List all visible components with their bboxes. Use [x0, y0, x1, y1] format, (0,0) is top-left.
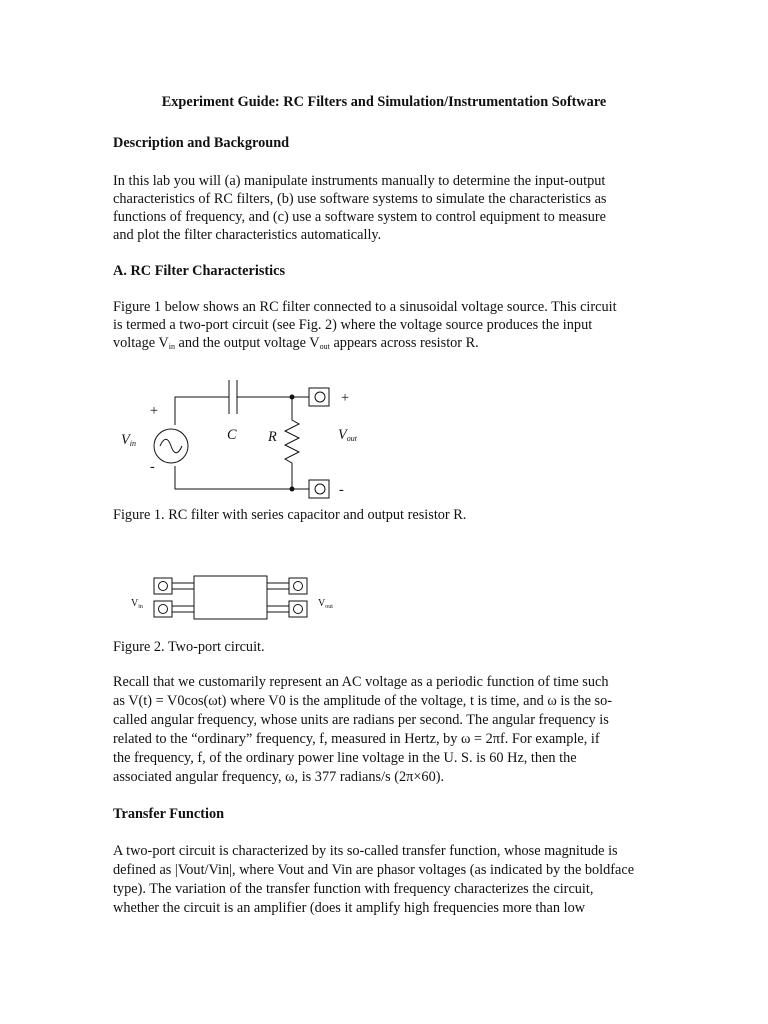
figure-2-caption: Figure 2. Two-port circuit. — [113, 639, 265, 655]
recall-line-3: called angular frequency, whose units are radians per second. The angular frequency is — [113, 712, 609, 728]
para-a-line-1: Figure 1 below shows an RC filter connected to a sinusoidal voltage source. This circuit — [113, 299, 617, 315]
figure-2-two-port — [0, 570, 768, 630]
recall-line-1: Recall that we customarily represent an AC voltage as a periodic function of time such — [113, 674, 609, 690]
heading-a: A. RC Filter Characteristics — [113, 263, 286, 279]
fig1-vin-sub: in — [129, 439, 136, 448]
fig1-c-label: C — [227, 427, 237, 443]
fig1-r-label: R — [268, 429, 277, 445]
fig1-vout-sub: out — [346, 434, 357, 443]
fig1-minus-left: - — [150, 459, 155, 475]
intro-line-2: characteristics of RC filters, (b) use software systems to simulate the characteristics as — [113, 191, 607, 207]
transfer-line-4: whether the circuit is an amplifier (does it amplify high frequencies more than low — [113, 900, 586, 916]
para-a-text-3: appears across resistor R. — [329, 335, 479, 351]
recall-line-5: the frequency, f, of the ordinary power line voltage in the U. S. is 60 Hz, then the — [113, 750, 577, 766]
recall-line-2: as V(t) = V0cos(ωt) where V0 is the amplitude of the voltage, t is time, and ω is the so- — [113, 693, 612, 709]
fig2-vout-sub: out — [325, 604, 333, 610]
fig2-vin-sub: in — [138, 604, 143, 610]
intro-line-1: In this lab you will (a) manipulate instruments manually to determine the input-output — [113, 173, 606, 189]
fig1-minus-right: - — [339, 482, 344, 498]
para-a-text-1: voltage V — [113, 335, 169, 351]
fig1-vin-text: V — [121, 432, 130, 448]
intro-line-4: and plot the filter characteristics automatically. — [113, 227, 382, 243]
fig1-vin-label — [121, 431, 136, 453]
transfer-line-2: defined as |Vout/Vin|, where Vout and Vin are phasor voltages (as indicated by the boldface — [113, 862, 635, 878]
transfer-line-3: type). The variation of the transfer function with frequency characterizes the circuit, — [113, 881, 594, 897]
para-a-sub-in: in — [168, 342, 175, 351]
para-a-sub-out: out — [319, 342, 330, 351]
intro-line-3: functions of frequency, and (c) use a software system to control equipment to measure — [113, 209, 606, 225]
figure-1-caption: Figure 1. RC filter with series capacitor and output resistor R. — [113, 507, 467, 523]
fig1-vout-text: V — [338, 427, 347, 443]
para-a-text-2: and the output voltage V — [174, 335, 320, 351]
fig2-vin-label — [131, 594, 143, 617]
fig2-vout-label — [318, 594, 333, 617]
heading-transfer: Transfer Function — [113, 806, 225, 822]
fig2-vin-text: V — [131, 598, 139, 609]
fig2-vout-text: V — [318, 598, 326, 609]
fig1-plus-left: + — [150, 403, 159, 419]
fig1-vout-label — [338, 426, 357, 448]
fig1-plus-right: + — [341, 390, 350, 406]
heading-description: Description and Background — [113, 135, 290, 151]
recall-line-6: associated angular frequency, ω, is 377 radians/s (2π×60). — [113, 769, 445, 785]
transfer-line-1: A two-port circuit is characterized by its so-called transfer function, whose magnitude is — [113, 843, 618, 859]
recall-line-4: related to the “ordinary” frequency, f, measured in Hertz, by ω = 2πf. For example, if — [113, 731, 600, 747]
para-a-line-2: is termed a two-port circuit (see Fig. 2) where the voltage source produces the input — [113, 317, 593, 333]
page-title: Experiment Guide: RC Filters and Simulation/Instrumentation Software — [161, 94, 607, 110]
